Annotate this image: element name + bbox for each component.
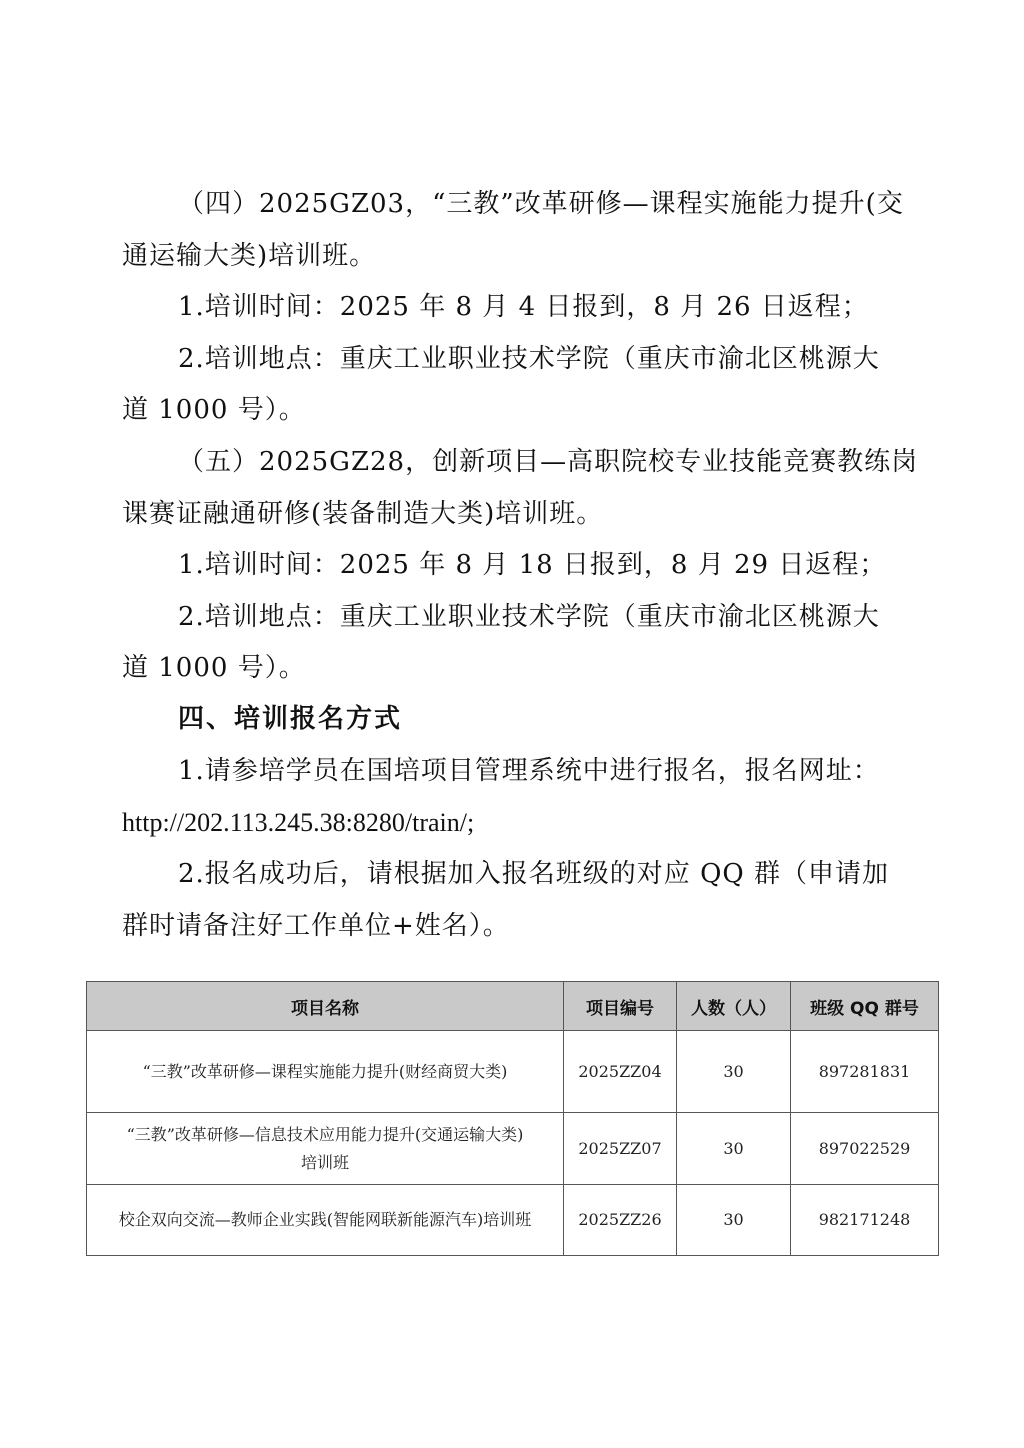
qq-group-cell: 982171248 xyxy=(791,1185,939,1256)
table-header-row xyxy=(87,982,939,1031)
header-project-code: 项目编号 xyxy=(564,982,677,1031)
project-name-cell: 校企双向交流—教师企业实践(智能网联新能源汽车)培训班 xyxy=(87,1185,564,1256)
class-five-training-time: 1.培训时间：2025 年 8 月 18 日报到，8 月 29 日返程； xyxy=(178,550,887,580)
header-project-name: 项目名称 xyxy=(87,982,564,1031)
registration-step-two-cont: 群时请备注好工作单位+姓名）。 xyxy=(122,911,510,941)
participant-count-cell: 30 xyxy=(677,1031,791,1113)
paragraph-class-four-title-cont: 通运输大类)培训班。 xyxy=(122,241,377,271)
participant-count-cell: 30 xyxy=(677,1113,791,1185)
header-qq-group: 班级 QQ 群号 xyxy=(791,982,939,1031)
qq-group-cell: 897281831 xyxy=(791,1031,939,1113)
project-name-cell: “三教”改革研修—课程实施能力提升(财经商贸大类) xyxy=(87,1031,564,1113)
table-row xyxy=(87,1031,939,1113)
paragraph-class-five-title: （五）2025GZ28，创新项目—高职院校专业技能竞赛教练岗 xyxy=(178,447,919,477)
registration-step-two: 2.报名成功后，请根据加入报名班级的对应 QQ 群（申请加 xyxy=(178,859,889,889)
paragraph-class-four-title: （四）2025GZ03，“三教”改革研修—课程实施能力提升(交 xyxy=(178,189,904,219)
project-code-cell: 2025ZZ04 xyxy=(564,1031,677,1113)
project-name-line: “三教”改革研修—信息技术应用能力提升(交通运输大类) xyxy=(126,1124,524,1144)
class-four-training-location: 2.培训地点：重庆工业职业技术学院（重庆市渝北区桃源大 xyxy=(178,344,880,374)
project-code-cell: 2025ZZ07 xyxy=(564,1113,677,1185)
project-code-cell: 2025ZZ26 xyxy=(564,1185,677,1256)
qq-group-table xyxy=(86,981,939,1256)
table-row xyxy=(87,1185,939,1256)
registration-step-one: 1.请参培学员在国培项目管理系统中进行报名，报名网址： xyxy=(178,756,880,786)
paragraph-class-five-title-cont: 课赛证融通研修(装备制造大类)培训班。 xyxy=(122,499,604,529)
table-row xyxy=(87,1113,939,1185)
qq-group-cell: 897022529 xyxy=(791,1113,939,1185)
participant-count-cell: 30 xyxy=(677,1185,791,1256)
class-four-training-location-cont: 道 1000 号）。 xyxy=(122,395,306,425)
registration-url-link[interactable]: http://202.113.245.38:8280/train/; xyxy=(122,808,475,837)
class-five-training-location-cont: 道 1000 号）。 xyxy=(122,653,306,683)
class-four-training-time: 1.培训时间：2025 年 8 月 4 日报到，8 月 26 日返程； xyxy=(178,292,869,322)
section-heading-registration: 四、培训报名方式 xyxy=(178,704,403,734)
project-name-line: 培训班 xyxy=(300,1152,349,1172)
class-five-training-location: 2.培训地点：重庆工业职业技术学院（重庆市渝北区桃源大 xyxy=(178,602,880,632)
project-name-cell xyxy=(87,1113,564,1185)
header-participant-count: 人数（人） xyxy=(677,982,791,1031)
